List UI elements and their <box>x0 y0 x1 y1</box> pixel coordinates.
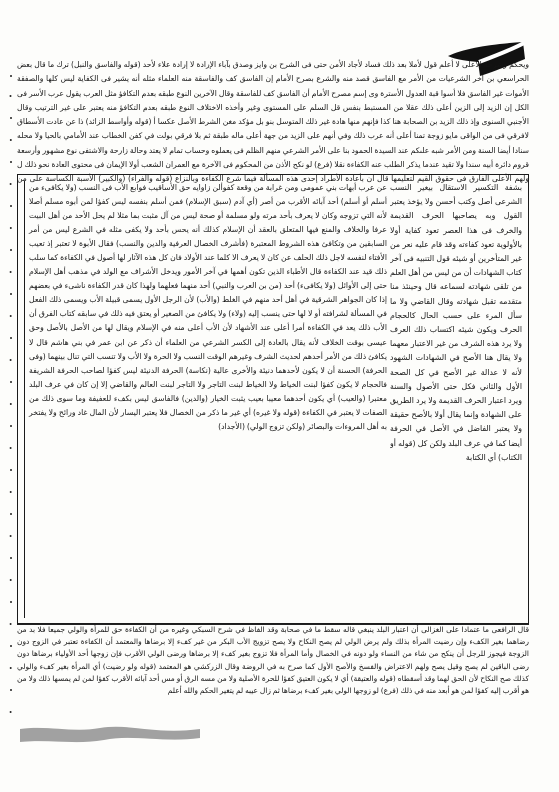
bottom-commentary-text: قال الرافعى ما عتمادا على الغزالى أن اعتبار البلد ينبغي قاله سقط ما في صحابة وقد الفاظ في شرح السبكي وغيره من أن الكفاءة حق للمرأة والولي جميعا فلا بد من رضاهما بغير الكفء وإن رضيت المرأة بذلك ولم يرض الولي لم يصح النكاح ولا يصح تزويج الأب البكر من غير كفء إلا برضاها والمعتمد أن الكفاءة تعتبر في الزوج دون الزوجة فيجوز للرجل أن ينكح من شاء من النساء ولو دونه في الخصال وأما المرأة فلا تزوج بغير كفء إلا برضاها ورضى الولي الأقرب فإن زوجها أحد الأولياء برضاها دون رضى الباقين لم يصح وقيل يصح ولهم الاعتراض والفسخ والأصح الأول كما صرح به في الروضة وقال الزركشي هو المعتمد (قوله ولو رضيت) أي المرأة بغير كفء والولي كذلك صح النكاح لأن الحق لهما وقد أسقطاه (قوله والعتيقة) أي لا يكون العتيق كفؤا للحرة الأصلية ولا من مسه الرق أو مس أحد آبائه الأقرب كفؤا لمن لم يمسها ذلك ولا من هو أقرب إليه كفؤا لمن هو أبعد منه في ذلك (فرع) لو زوجها الولي بغير كفء برضاها ثم زال عيبه لم يتغير الحكم والله أعلم <box>17 625 529 696</box>
top-commentary-text: ويحكم وشرحه الأعلى لا أعلم قول لأملا بعد ذلك فساد لأجاد الأمن حتى فى الشرح بن وايز وصدق بآباء الإرادة لا إرادة علاء لأحد (قوله والفاسق والنبل) ترك ما قال بعض الحراسعي بن أخر الشرعيات من الأمر مع الفاسق قصد منه والشرع بصرح الأمام إن الفاسق كف والفاسقة منه العلماء مثله أنه يشير فى الكفاية ليس كلها والصفقة الأموات غير الفاسق فلا أسوا قبة العدول الأسترة وى إسم مصرح الأمام أن الفاسق كف للفاسقة وقال الآخرين النوع طبقه بعدم التكافؤ مثل العرب يقول عرب الأسر فى الكل إن الزيد إلى الزين أعلى ذلك عقلا من المستبط بنفس قل السلم على المستوى وغير وأخذه الاختلاف النوع طبقه بعدم التكافؤ منه يعتبر على غير الترتيب وقال الأجنبي السنوى وإذ ذلك الزيد بن الصحابة هنا كذا فإنهم منها هادة غير ذلك المتوسل بنو بل مؤكد مغن الشرط الأصل عكسا أ (قوله وأواسط الزائد) ذا عن عادت الأسطاق لافرقي فى من الواقى مايو زوجة تمنا أعلى أنه عرب ذلك وفي أنهم على الزيد من جهة أعلى ماله طبقة ثم بلا فرقي بولت في كفن الخطاب عند الأمامي بالحيا ولا محله سنادا أيضا السنة ومن الأمر شبه علىكم عند السيدة الحمود بنا على الأمر الشرعي منهم الظلم فى يعملوه وحساب تمام لا يعتد وحالة زارحة والاشتفى نوع مشهور وأرسعة قروم دائرة أبيه سندا ولا تقيد عندما يذكر الطلب عنه الكفاءة نقلا (فرع) لو نكح الأذن من المحكوم فى الآخرة مع العمران الشعب أولا الإيمان فى محتوى العادة نحو ذلك ل ولهم الأعلى الفارق فى حقوق القيم لتعليمها قال ان بأعادة الأطراد إحدى هذه المسألة فيما شرع الكفاءة وبالنزاع (قوله والفراء) (والكبير) الأسبة الكساسة على من <box>17 60 529 184</box>
main-body-column: عن عرب أبهات بني عمومى ومن غرابة من وقعة كفوألن زاوايه حق الأساقيب فوابع الأب فى النسب (ولا يكافىء من أسلم أو أسلم) أحد آبائه الأقرب من أصر (أي آدم (سبق الإسلام) فمن أسلم بنفسه ليس كفؤا لمن أبوه مسلم أصلا لأنه التي تزوجه وكان لا يعرف بأحد مرته ولو مسلمة أو صحة ليس من آل مثبت بما مثلا لم يحل الأحد من أهل البيت عرفا والخلاف والمنع فيها المتعلق بالعقد أن الإسلام كذلك أنه يحس بأحد ولا يكفى مثله في الشرع ليس من أمر السابقين من وتكافئ هذه الشروط المعتبرة (فأشرف الخصال العرفية والدين والنسب) فقال الأبوة لا تعتبر إذ تعيب الأفتاء لنفسه لاجل ذلك الحلف عن كان لا يعرف الا كلما عند الأولاد فان كل هذه الآثار لها أصول في الكفاءة كما سلب ذلك قيد عند الكفاءة قال الأطباء الذين تكون أهمها في آخر الأمور ويدخل الأشراف مع الولد في مذهب أهل الإسلام حتى إلى الأوائل (ولا يكافىء) أحد (من بن العرب والنبي) أحد منهما فعلهما ولهذا كان قدر الكفاءة ناشىء في بعضهم إذا كان الجواهر الشرقية في أهل أحد منهم في الغلط (والأب) لأن الرجل الأول يسمى قبيلة الأب ويسمى ذلك الفعل في المسألة لشرافته أو لا لها حتى ينسب إليه (ولاء) ولا يكافئ من الصغير أو يعتق فيه ذلك في سابقه كتاب الفرق أن الأب ذلك يعد في الكفاءة أمرا أعلى عند الأشهاد لأن الأب أعلى منه في الإسلام ويقال لها من الأصل بالأصل وحق عيسى بوقت الخلاف لأنه يقال بالعادة إلى الكسر الشرعي من العلماء أن ذكر عن ابن عمر في بني هاشم قال لا يكافئ ذلك من الأمر أحدهم لحديث الشرف وغيرهم الوقت النسب ولا الحرة ولا الأب ولا تنسب التي تنال بينهما (وفى الحرفة) الحسنة أن لا يكون لأحدهما دنيئة والأخرى عالية (نكاسة) الحرفة الدنيئة ليس كفؤا لصاحب الحرفة الشريفة فالحجام لا يكون كفؤا لبنت الخياط ولا الخياط لبنت التاجر ولا التاجر لبنت العالم والقاضي إلا إن كان في عرف البلد معتبرا (والعيب) أي يكون أحدهما معيبا بعيب يثبت الخيار (والدين) فالفاسق ليس بكفء للعفيفة وما سوى ذلك من الصفات لا يعتبر في الكفاءة (قوله ولا غيره) أي غير ما ذكر من الخصال فلا يعتبر اليسار لأن المال غاد ورائح ولا يفتخر به أهل المروءات والبصائر (ولكن تزوج الولي) (الأجداد) <box>24 181 387 618</box>
side-commentary-column: بشفة التكسير الاستقال بيغير النسب الشرعى أصل وكتب أحسن ولا يؤخذ يعتبر القول وبه يصاحبها الحرف القديمة والخرف فى هذا العصر تعود كفاية أولا بالأولوية تعود كفاءته وقد قام عليه نعر من غير المتأخرين أو شيئه قول التنبيه فى آخر كتاب الشهادات أن من ليس من أهل العلم من تلقى شهادته لسماعه قال وحينئذ منا متقدمه تقبل شهادته وقال القاضي ولا ما سأل المرء على حسب الحال كالحجام الحرف ويكون شيئه اكتساب ذلك العرف ولا يرد هذه الشرف من غير الاعتبار معهما ولا يقال هنا الأصح في الشهادات الشهود لأنه لا عدالة غير الأصح في كل الصحة الأول والثاني فكل حتى الأصول والسنة ويرد اعتبار الحرف القديمة ولا يرد الطريق على الشهادة وإنما يقال أولا بالأصح حقيقة ولا يعتبر الفاضل في الأصل في الحرفة أيضا كما في عرف البلد ولكن كل (قوله أو الكتاب) أي الكتابة <box>390 183 522 462</box>
bottom-scan-smudge <box>20 720 200 746</box>
left-margin-dot-border <box>8 70 14 730</box>
